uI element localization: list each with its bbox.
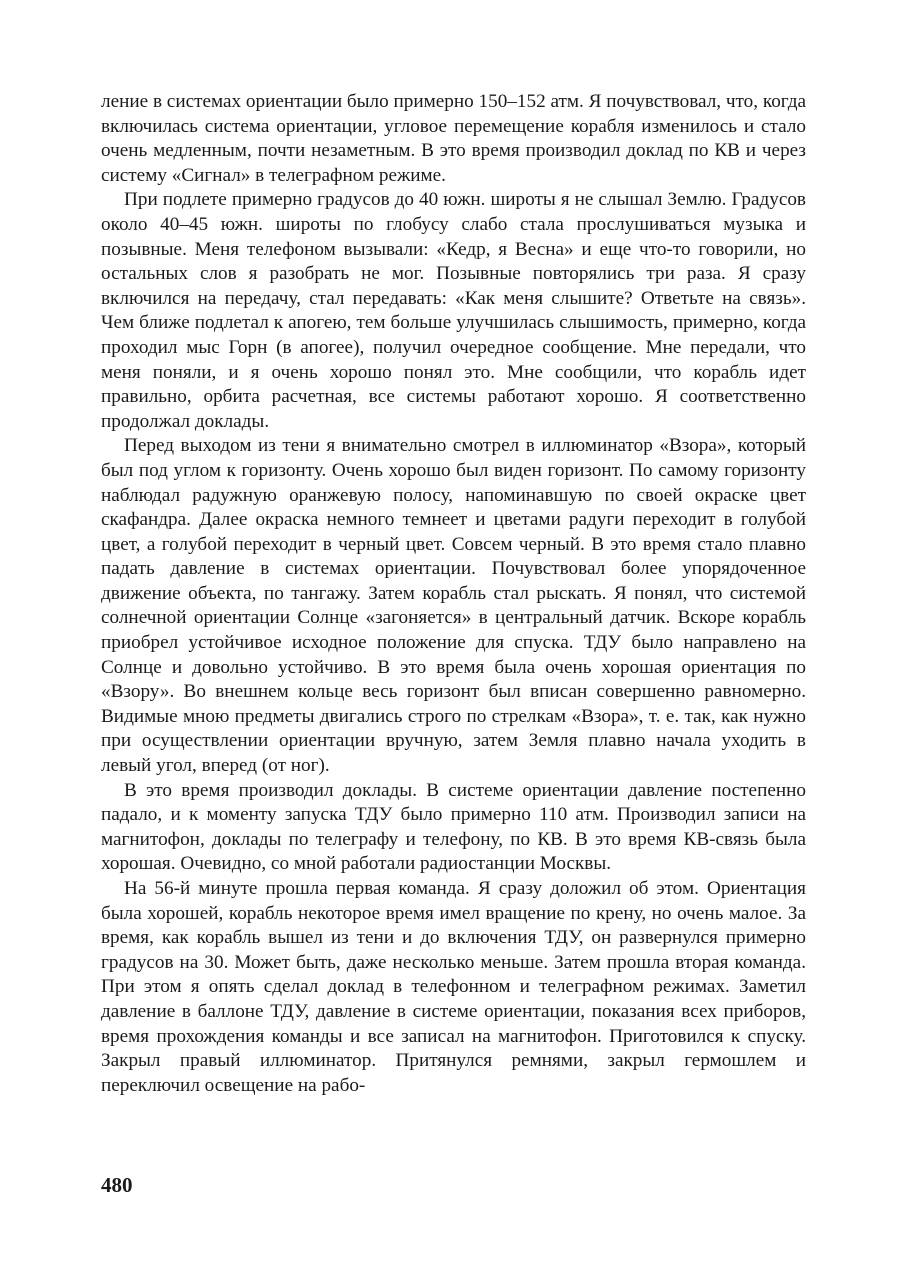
page-body (101, 90, 806, 1098)
paragraph-5: На 56-й минуте прошла первая команда. Я сразу доложил об этом. Ориентация была хорошей, корабль некоторое время имел вращение по крену, но очень малое. За время, как корабль вышел из тени и до включения ТДУ, он развернулся примерно градусов на 30. Может быть, даже несколько меньше. Затем прошла вторая команда. При этом я опять сделал доклад в телефонном и телеграфном режимах. Заметил давление в баллоне ТДУ, давление в системе ориентации, показания всех приборов, время прохождения команды и все записал на магнитофон. Приготовился к спуску. Закрыл правый иллюминатор. Притянулся ремнями, закрыл гермошлем и переключил освещение на рабо- (101, 878, 806, 1096)
paragraph-2: При подлете примерно градусов до 40 южн. широты я не слышал Землю. Градусов около 40–45 южн. широты по глобусу слабо стала прослушиваться музыка и позывные. Меня телефоном вызывали: «Кедр, я Весна» и еще что-то говорили, но остальных слов я разобрать не мог. Позывные повторялись три раза. Я сразу включился на передачу, стал передавать: «Как меня слышите? Ответьте на связь». Чем ближе подлетал к апогею, тем больше улучшилась слышимость, примерно, когда проходил мыс Горн (в апогее), получил очередное сообщение. Мне передали, что меня поняли, и я очень хорошо понял это. Мне сообщили, что корабль идет правильно, орбита расчетная, все системы работают хорошо. Я соответственно продолжал доклады. (101, 189, 806, 432)
paragraph-4: В это время производил доклады. В системе ориентации давление постепенно падало, и к моменту запуска ТДУ было примерно 110 атм. Производил записи на магнитофон, доклады по телеграфу и телефону, по КВ. В это время КВ-связь была хорошая. Очевидно, со мной работали радиостанции Москвы. (101, 779, 806, 875)
paragraph-1: ление в системах ориентации было примерно 150–152 атм. Я почувствовал, что, когда включилась система ориентации, угловое перемещение корабля изменилось и стало очень медленным, почти незаметным. В это время производил доклад по КВ и через систему «Сигнал» в телеграфном режиме. (101, 91, 806, 186)
page-number: 480 (101, 1173, 133, 1197)
paragraph-3: Перед выходом из тени я внимательно смотрел в иллюминатор «Взора», который был под углом к горизонту. Очень хорошо был виден горизонт. По самому горизонту наблюдал радужную оранжевую полосу, напоминавшую по своей окраске цвет скафандра. Далее окраска немного темнеет и цветами радуги переходит в голубой цвет, а голубой переходит в черный цвет. Совсем черный. В это время стало плавно падать давление в системах ориентации. Почувствовал более упорядоченное движение объекта, по тангажу. Затем корабль стал рыскать. Я понял, что системой солнечной ориентации Солнце «загоняется» в центральный датчик. Вскоре корабль приобрел устойчивое исходное положение для спуска. ТДУ было направлено на Солнце и довольно устойчиво. В это время была очень хорошая ориентация по «Взору». Во внешнем кольце весь горизонт был вписан совершенно равномерно. Видимые мною предметы двигались строго по стрелкам «Взора», т. е. так, как нужно при осуществлении ориентации вручную, затем Земля плавно начала уходить в левый угол, вперед (от ног). (101, 435, 806, 777)
